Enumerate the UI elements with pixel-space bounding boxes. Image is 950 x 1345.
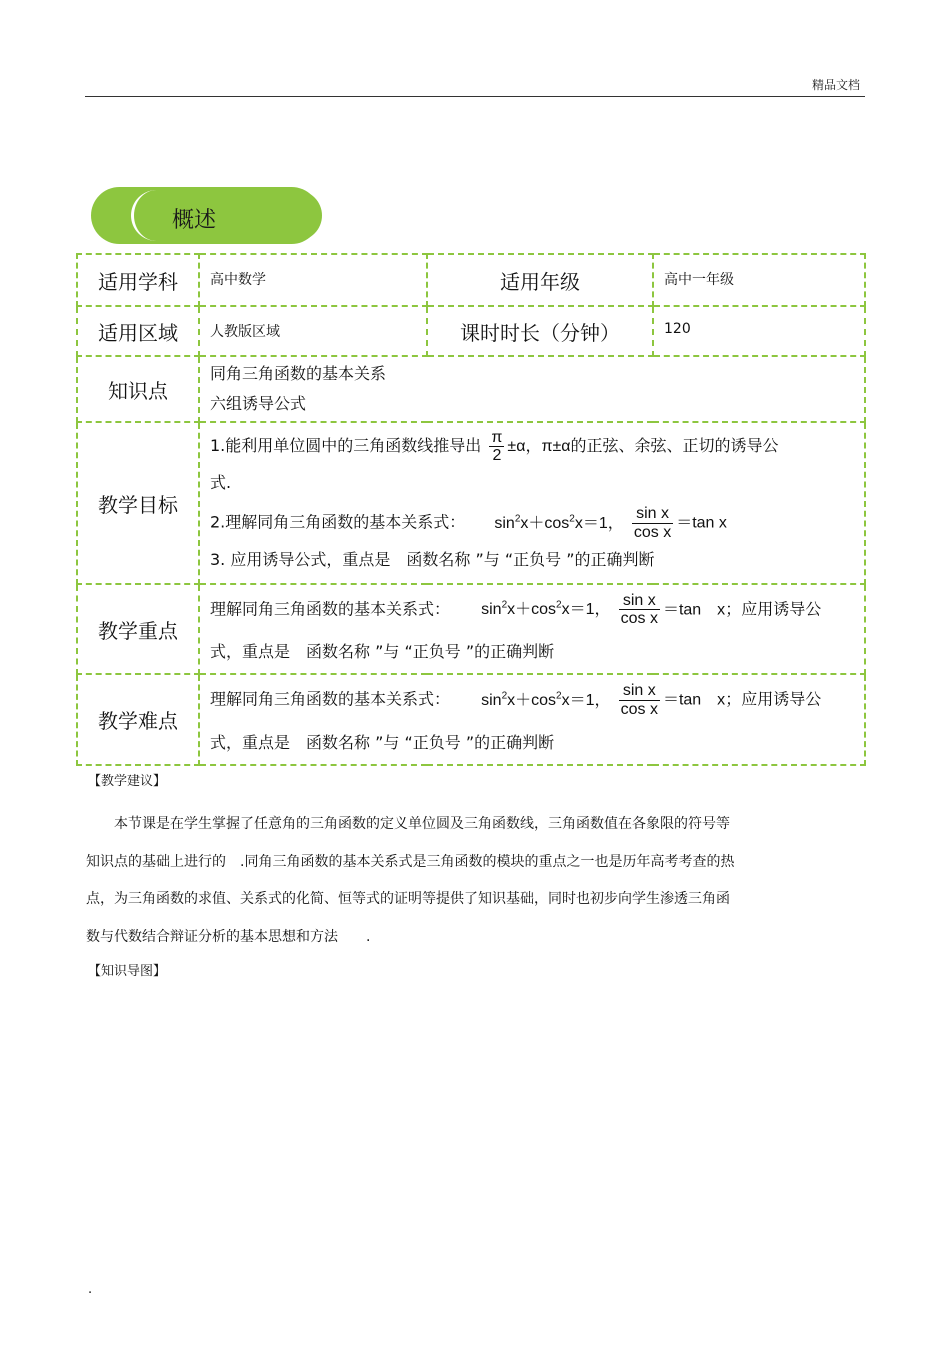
table-row — [77, 674, 865, 764]
grade-label: 适用年级 — [427, 254, 653, 306]
advice-heading: 【教学建议】 — [88, 774, 167, 789]
grade-value: 高中一年级 — [653, 254, 865, 306]
key-points-line: 理解同角三角函数的基本关系式： $\sin^2x+\cos^2x=1$， $\frac{\text{sin x}}{\text{cos x}}$ ＝tan x；应用诱导公 — [210, 591, 822, 628]
subject-label: 适用学科 — [77, 254, 199, 306]
region-label: 适用区域 — [77, 306, 199, 356]
pi-over-2-fraction: $\frac{\pi}{2}$ — [491, 428, 503, 465]
table-row — [77, 584, 865, 674]
difficult-points-label: 教学难点 — [77, 674, 199, 764]
key-points-cont: 式，重点是 函数名称 ”与 “正负号 ”的正确判断 — [210, 642, 555, 662]
sin-over-cos-fraction: $\frac{\text{sin x}}{\text{cos x}}$ — [633, 505, 672, 541]
section-banner-inner — [131, 190, 322, 241]
difficult-points-content — [199, 674, 865, 764]
goal-1-cont: 式. — [210, 473, 232, 493]
difficult-points-cont: 式，重点是 函数名称 ”与 “正负号 ”的正确判断 — [210, 732, 555, 752]
knowledge-item: 同角三角函数的基本关系 — [210, 364, 387, 383]
advice-paragraph — [86, 806, 786, 956]
advice-line: 本节课是在学生掌握了任意角的三角函数的定义单位圆及三角函数线，三角函数值在各象限的符号等 — [86, 816, 730, 832]
header-rule — [85, 96, 865, 97]
goals-label: 教学目标 — [77, 422, 199, 584]
overview-table — [76, 253, 866, 766]
table-row — [77, 254, 865, 306]
advice-line: 知识点的基础上进行的 .同角三角函数的基本关系式是三角函数的模块的重点之一也是历年高考考查的热 — [86, 853, 735, 870]
table-row — [77, 306, 865, 356]
table-row — [77, 422, 865, 584]
section-title: 概述 — [172, 208, 217, 233]
sin-over-cos-fraction: $\frac{\text{sin x}}{\text{cos x}}$ — [620, 591, 658, 628]
header-tag: 精品文档 — [811, 78, 860, 92]
goals-content — [199, 422, 865, 584]
knowledge-label: 知识点 — [77, 356, 199, 422]
region-value: 人教版区域 — [199, 306, 427, 356]
subject-value: 高中数学 — [199, 254, 427, 306]
knowledge-items — [199, 356, 865, 422]
duration-value: 120 — [653, 306, 865, 356]
footer-dot: . — [88, 1282, 93, 1297]
goal-2: 2.理解同角三角函数的基本关系式： $\sin^2x+\cos^2x=1$， $\frac{\text{sin x}}{\text{cos x}}$ ＝tan x — [210, 505, 727, 541]
sin-over-cos-fraction: $\frac{\text{sin x}}{\text{cos x}}$ — [620, 682, 658, 718]
advice-line: 数与代数结合辩证分析的基本思想和方法 . — [86, 928, 371, 945]
difficult-points-line: 理解同角三角函数的基本关系式： $\sin^2x+\cos^2x=1$， $\frac{\text{sin x}}{\text{cos x}}$ ＝tan x；应用诱导公 — [210, 682, 822, 718]
table-row — [77, 356, 865, 422]
knowledge-map-heading: 【知识导图】 — [88, 964, 167, 979]
advice-line: 点，为三角函数的求值、关系式的化简、恒等式的证明等提供了知识基础，同时也初步向学生渗透三角函 — [86, 891, 730, 907]
key-points-label: 教学重点 — [77, 584, 199, 674]
duration-label: 课时时长（分钟） — [427, 306, 653, 356]
key-points-content — [199, 584, 865, 674]
goal-1: 1.能利用单位圆中的三角函数线推导出 $\frac{\pi}{2}$ ±α，π±α的正弦、余弦、正切的诱导公 — [210, 428, 779, 465]
knowledge-item: 六组诱导公式 — [210, 394, 307, 413]
goal-3: 3. 应用诱导公式，重点是 函数名称 ”与 “正负号 ”的正确判断 — [210, 549, 655, 569]
